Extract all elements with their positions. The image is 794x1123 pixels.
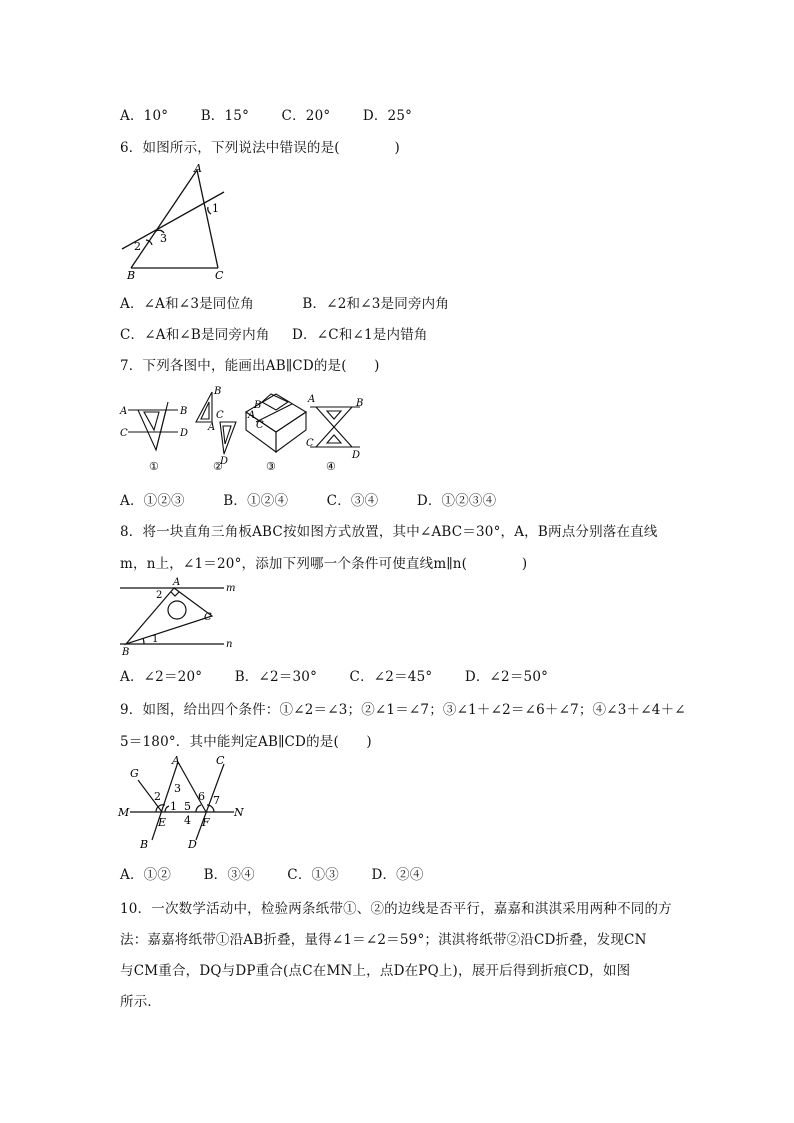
- q9-label-c: C: [216, 754, 225, 767]
- q5-option-b[interactable]: B．15°: [200, 108, 250, 124]
- q8-label-c: C: [204, 612, 212, 623]
- q7-option-a[interactable]: A．①②③: [120, 493, 185, 509]
- q8-label-b: B: [122, 647, 130, 658]
- q9-label-3: 3: [174, 782, 181, 795]
- q7-options: [120, 489, 524, 509]
- q10-line2: 法：嘉嘉将纸带①沿AB折叠，量得∠1＝∠2＝59°；淇淇将纸带②沿CD折叠，发现CN: [120, 932, 647, 948]
- q6-side-ac: [197, 170, 218, 268]
- q6-option-b[interactable]: B．∠2和∠3是同旁内角: [302, 296, 450, 312]
- q7-caption-3: ③: [266, 460, 276, 473]
- q6-option-a[interactable]: A．∠A和∠3是同位角: [120, 296, 254, 312]
- q7-f1-label-a: A: [120, 406, 128, 417]
- q9-stem-line2: 5＝180°．其中能判定AB∥CD的是( ): [120, 734, 372, 750]
- q9-option-a[interactable]: A．①②: [120, 867, 172, 883]
- q8-label-2: 2: [156, 590, 163, 601]
- q8-figure: [116, 574, 240, 658]
- q9-option-d[interactable]: D．②④: [371, 867, 424, 883]
- q7-stem: 7．下列各图中，能画出AB∥CD的是( ): [120, 358, 380, 374]
- q7-fig1: [128, 402, 178, 450]
- q9-label-d: D: [188, 838, 197, 851]
- q7-f4-label-c: C: [306, 438, 314, 449]
- q7-f2-label-b: B: [214, 386, 222, 397]
- q9-options: [120, 863, 452, 883]
- q9-label-f: F: [202, 816, 210, 829]
- q5-option-a[interactable]: A．10°: [120, 108, 169, 124]
- q9-label-a: A: [172, 754, 180, 767]
- q7-f1-label-b: B: [180, 406, 188, 417]
- q7-f2-label-d: D: [220, 456, 229, 467]
- q9-label-g: G: [130, 767, 139, 780]
- q9-label-5: 5: [184, 800, 191, 813]
- q8-option-b[interactable]: B．∠2＝30°: [234, 669, 318, 685]
- q8-stem-line1: 8．将一块直角三角板ABC按如图方式放置，其中∠ABC＝30°，A，B两点分别落在直线: [120, 524, 658, 540]
- q7-f4-label-b: B: [356, 398, 364, 409]
- q6-options-row1: [120, 292, 477, 312]
- q6-options-row2: [120, 323, 456, 343]
- q6-label-2: 2: [134, 240, 141, 253]
- q9-figure: [116, 752, 252, 854]
- q9-label-7: 7: [213, 794, 220, 807]
- q7-figure: [116, 380, 368, 475]
- q10-line1: 10．一次数学活动中，检验两条纸带①、②的边线是否平行，嘉嘉和淇淇采用两种不同的方: [120, 901, 672, 917]
- q7-f4-label-d: D: [352, 450, 361, 461]
- q7-caption-2: ②: [213, 460, 223, 473]
- q8-label-1: 1: [152, 634, 159, 645]
- q9-label-e: E: [158, 816, 167, 829]
- q9-option-b[interactable]: B．③④: [203, 867, 255, 883]
- q9-line-af: [178, 762, 206, 812]
- q6-label-1: 1: [212, 202, 219, 215]
- q9-label-1: 1: [170, 800, 177, 813]
- q7-caption-1: ①: [149, 460, 159, 473]
- q7-option-c[interactable]: C．③④: [326, 493, 379, 509]
- q9-label-4: 4: [184, 814, 191, 827]
- q6-label-c: C: [215, 269, 224, 282]
- q8-options: [120, 665, 576, 685]
- q9-label-n: N: [234, 806, 244, 819]
- q7-caption-4: ④: [326, 460, 336, 473]
- q9-label-6: 6: [198, 790, 205, 803]
- q9-option-c[interactable]: C．①③: [287, 867, 339, 883]
- q9-label-b: B: [140, 838, 149, 851]
- q7-fig2: [196, 392, 236, 454]
- q7-fig4: [310, 407, 360, 447]
- q10-line3: 与CM重合，DQ与DP重合(点C在MN上，点D在PQ上)，展开后得到折痕CD，如图: [120, 963, 631, 979]
- q7-f2-label-c: C: [216, 410, 224, 421]
- q8-triangle: [126, 588, 212, 644]
- q10-line4: 所示．: [120, 994, 162, 1010]
- q7-f3-label-c: C: [256, 420, 264, 431]
- q9-label-m: M: [118, 806, 130, 819]
- q5-option-d[interactable]: D．25°: [362, 108, 413, 124]
- q9-stem-line1: 9．如图，给出四个条件：①∠2＝∠3；②∠1＝∠7；③∠1＋∠2＝∠6＋∠7；④∠3＋∠4＋∠: [120, 702, 686, 718]
- q8-label-n: n: [226, 639, 233, 650]
- q6-stem: 6．如图所示，下列说法中错误的是( ): [120, 140, 401, 156]
- q6-side-ab: [131, 170, 197, 268]
- q6-label-b: B: [127, 269, 136, 282]
- q8-option-d[interactable]: D．∠2＝50°: [464, 669, 549, 685]
- q7-f2-label-a: A: [208, 422, 216, 433]
- q8-label-m: m: [226, 583, 236, 594]
- q6-label-3: 3: [160, 232, 167, 245]
- q7-option-d[interactable]: D．①②③④: [416, 493, 497, 509]
- q8-option-a[interactable]: A．∠2＝20°: [120, 669, 203, 685]
- q8-option-c[interactable]: C．∠2＝45°: [349, 669, 433, 685]
- q6-label-a: A: [194, 162, 202, 175]
- q6-option-c[interactable]: C．∠A和∠B是同旁内角: [120, 327, 270, 343]
- q7-option-b[interactable]: B．①②④: [223, 493, 289, 509]
- q6-option-d[interactable]: D．∠C和∠1是内错角: [292, 327, 428, 343]
- q8-triangle-hole: [168, 601, 186, 619]
- q8-stem-line2: m，n上，∠1＝20°，添加下列哪一个条件可使直线m∥n( ): [120, 556, 528, 572]
- q7-f1-label-c: C: [120, 428, 128, 439]
- q6-figure: [116, 160, 232, 282]
- q9-label-2: 2: [154, 790, 161, 803]
- q8-label-a: A: [173, 577, 181, 588]
- q7-f3-label-b: B: [254, 400, 262, 411]
- q7-f1-label-d: D: [180, 428, 189, 439]
- q5-options: [120, 104, 440, 124]
- q5-option-c[interactable]: C．20°: [281, 108, 331, 124]
- q7-f4-label-a: A: [308, 394, 316, 405]
- q7-f3-label-a: A: [248, 410, 256, 421]
